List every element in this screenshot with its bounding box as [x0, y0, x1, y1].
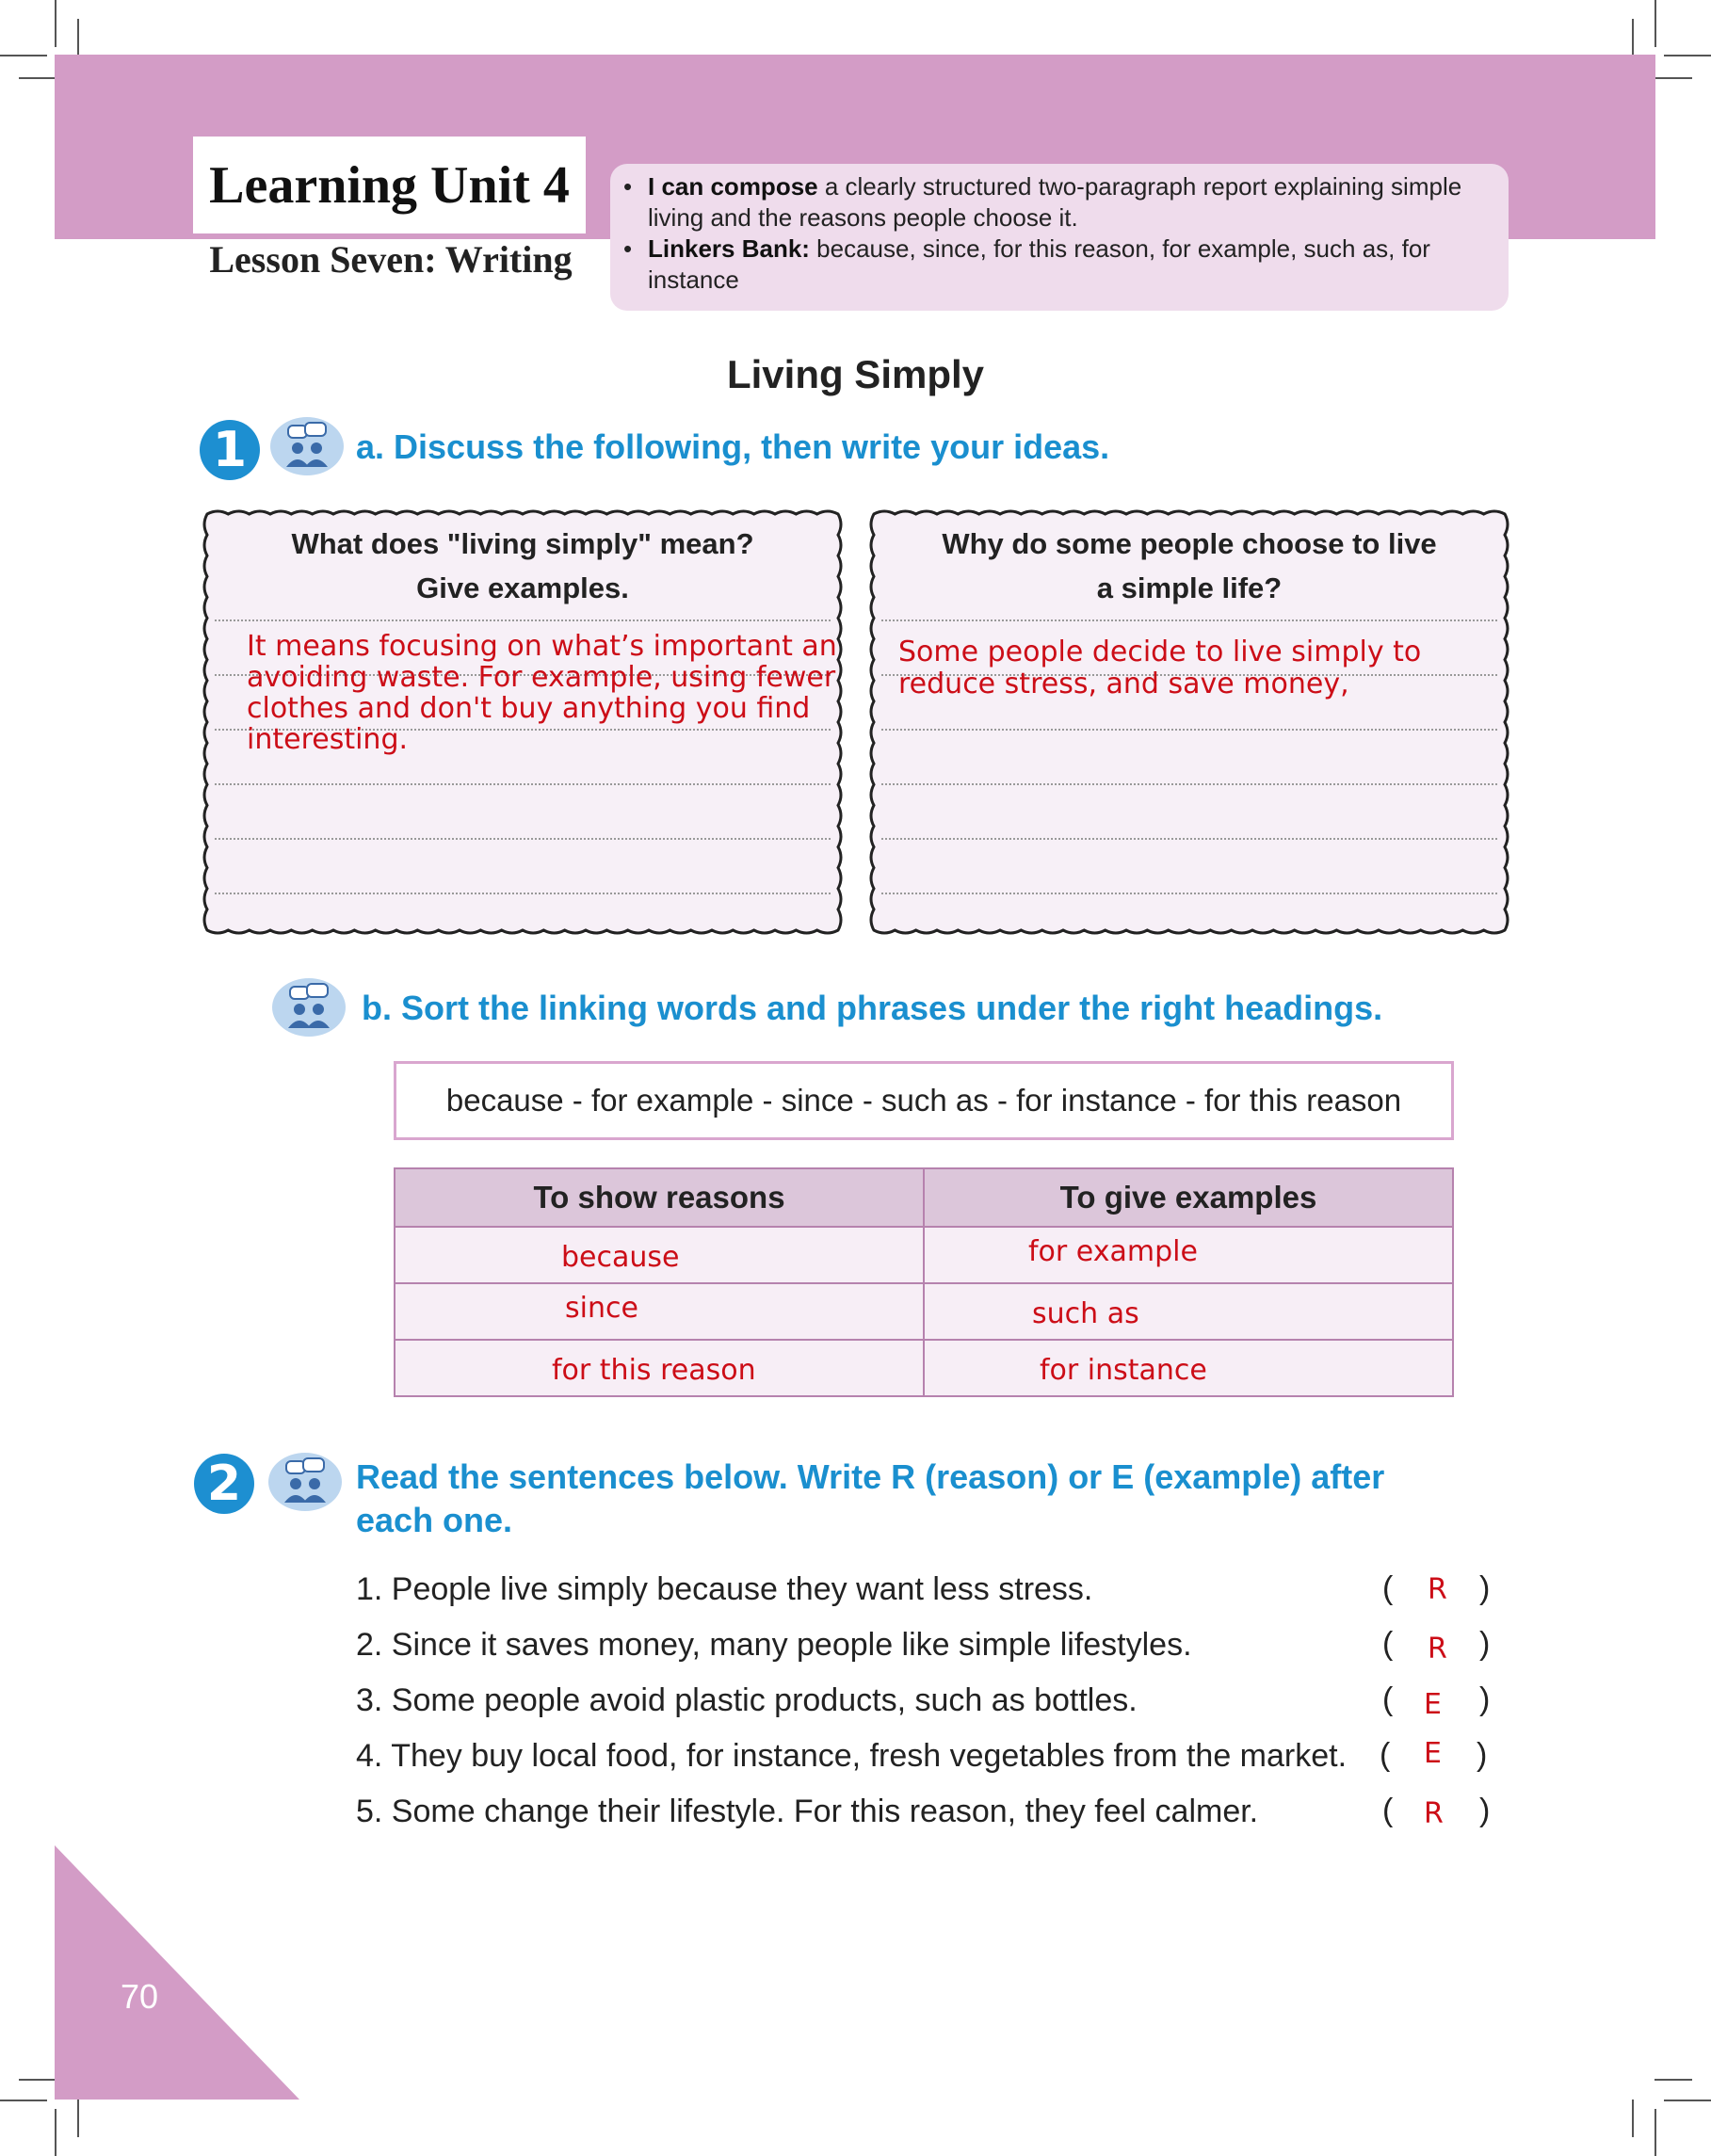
answer-mark: R [1424, 1797, 1444, 1830]
open-parenthesis: ( [1382, 1681, 1394, 1717]
answer-mark: E [1424, 1688, 1442, 1721]
exercise-instruction: Read the sentences below. Write R (reason) or E (example) after [356, 1457, 1385, 1496]
writing-line [215, 838, 831, 840]
exercise-instruction: a. Discuss the following, then write your ideas. [356, 427, 1110, 466]
handwritten-answer: for example [1028, 1235, 1198, 1268]
crop-mark [1632, 2100, 1634, 2137]
table-row [395, 1283, 1453, 1340]
question-box-right [866, 507, 1512, 938]
sentence: 5. Some change their lifestyle. For this reason, they feel calmer. [356, 1794, 1259, 1829]
handwritten-answer: because [561, 1241, 680, 1274]
exercise-number: 1 [200, 420, 260, 480]
answer-mark: R [1428, 1633, 1447, 1665]
pair-discussion-icon [271, 977, 347, 1038]
unit-title: Learning Unit 4 [209, 155, 570, 215]
writing-line [881, 619, 1497, 621]
crop-mark [1664, 55, 1711, 56]
bullet: • [623, 172, 633, 201]
crop-mark [1655, 77, 1692, 79]
table-header-row [395, 1168, 1453, 1227]
lesson-title: Lesson Seven: Writing [209, 238, 573, 281]
table-cell [924, 1227, 1453, 1283]
pair-discussion-icon [269, 416, 345, 476]
handwritten-answer: such as [1032, 1297, 1139, 1330]
sentence: 1. People live simply because they want less stress. [356, 1571, 1093, 1607]
crop-mark [1655, 2109, 1656, 2156]
crop-mark [55, 2109, 56, 2156]
sort-table [394, 1167, 1454, 1397]
close-parenthesis: ) [1479, 1681, 1491, 1717]
question-text: What does "living simply" mean? [291, 527, 754, 560]
question-text: a simple life? [1096, 571, 1283, 604]
handwritten-answer: clothes and don't buy anything you find [247, 692, 811, 725]
writing-line [215, 783, 831, 785]
crop-mark [1655, 2079, 1692, 2081]
open-parenthesis: ( [1382, 1570, 1394, 1606]
handwritten-answer: It means focusing on what’s important an [247, 630, 837, 663]
objective-text: Linkers Bank: because, since, for this reason, for example, such as, for instance [648, 234, 1430, 294]
writing-line [881, 729, 1497, 731]
crop-mark [19, 77, 56, 79]
objective-item [623, 171, 1480, 233]
answer-mark: R [1428, 1573, 1447, 1606]
exercise-instruction: each one. [356, 1501, 513, 1539]
unit-title-box [193, 137, 593, 233]
writing-line [881, 783, 1497, 785]
column-header: To show reasons [395, 1168, 924, 1227]
handwritten-answer: Some people decide to live simply to [898, 636, 1422, 668]
writing-line [215, 619, 831, 621]
writing-line [881, 893, 1497, 894]
writing-line [215, 893, 831, 894]
handwritten-answer: for instance [1040, 1354, 1207, 1387]
question-box-left [200, 507, 846, 938]
pair-discussion-icon [267, 1452, 343, 1512]
table-cell [395, 1227, 924, 1283]
handwritten-answer: reduce stress, and save money, [898, 668, 1349, 700]
sentence: 2. Since it saves money, many people like simple lifestyles. [356, 1627, 1192, 1663]
table-cell [395, 1283, 924, 1340]
open-parenthesis: ( [1382, 1626, 1394, 1662]
crop-mark [1632, 19, 1634, 56]
table-cell [924, 1340, 1453, 1396]
exercise-number: 2 [194, 1454, 254, 1514]
crop-mark [0, 55, 47, 56]
table-row [395, 1227, 1453, 1283]
crop-mark [1655, 0, 1656, 47]
close-parenthesis: ) [1479, 1793, 1491, 1828]
crop-mark [1664, 2100, 1711, 2101]
handwritten-answer: avoiding waste. For example, using fewer [247, 661, 836, 694]
close-parenthesis: ) [1477, 1737, 1488, 1773]
writing-line [881, 838, 1497, 840]
sentence: 4. They buy local food, for instance, fresh vegetables from the market. [356, 1738, 1348, 1774]
handwritten-answer: for this reason [552, 1354, 756, 1387]
sentence: 3. Some people avoid plastic products, such as bottles. [356, 1682, 1138, 1718]
close-parenthesis: ) [1479, 1626, 1491, 1662]
word-bank: because - for example - since - such as - for instance - for this reason [394, 1061, 1454, 1140]
question-text: Give examples. [416, 571, 629, 604]
crop-mark [77, 19, 79, 56]
corner-decoration [55, 1845, 299, 2100]
close-parenthesis: ) [1479, 1570, 1491, 1606]
handwritten-answer: since [565, 1292, 638, 1325]
question-text: Why do some people choose to live [942, 527, 1437, 560]
table-cell [924, 1283, 1453, 1340]
open-parenthesis: ( [1380, 1737, 1391, 1773]
table-cell [395, 1340, 924, 1396]
objectives-box [610, 164, 1509, 311]
table-row [395, 1340, 1453, 1396]
crop-mark [77, 2100, 79, 2137]
objective-item [623, 233, 1480, 296]
handwritten-answer: interesting. [247, 723, 409, 756]
answer-mark: E [1424, 1737, 1442, 1770]
page-title: Living Simply [726, 352, 985, 396]
bullet: • [623, 234, 633, 263]
crop-mark [19, 2079, 56, 2081]
open-parenthesis: ( [1382, 1793, 1394, 1828]
page-number: 70 [121, 1977, 159, 2016]
exercise-instruction: b. Sort the linking words and phrases under the right headings. [362, 989, 1383, 1027]
objective-text: I can compose a clearly structured two-paragraph report explaining simple living and the reasons people choose it. [648, 172, 1462, 232]
column-header: To give examples [924, 1168, 1453, 1227]
crop-mark [0, 2100, 47, 2101]
crop-mark [55, 0, 56, 47]
